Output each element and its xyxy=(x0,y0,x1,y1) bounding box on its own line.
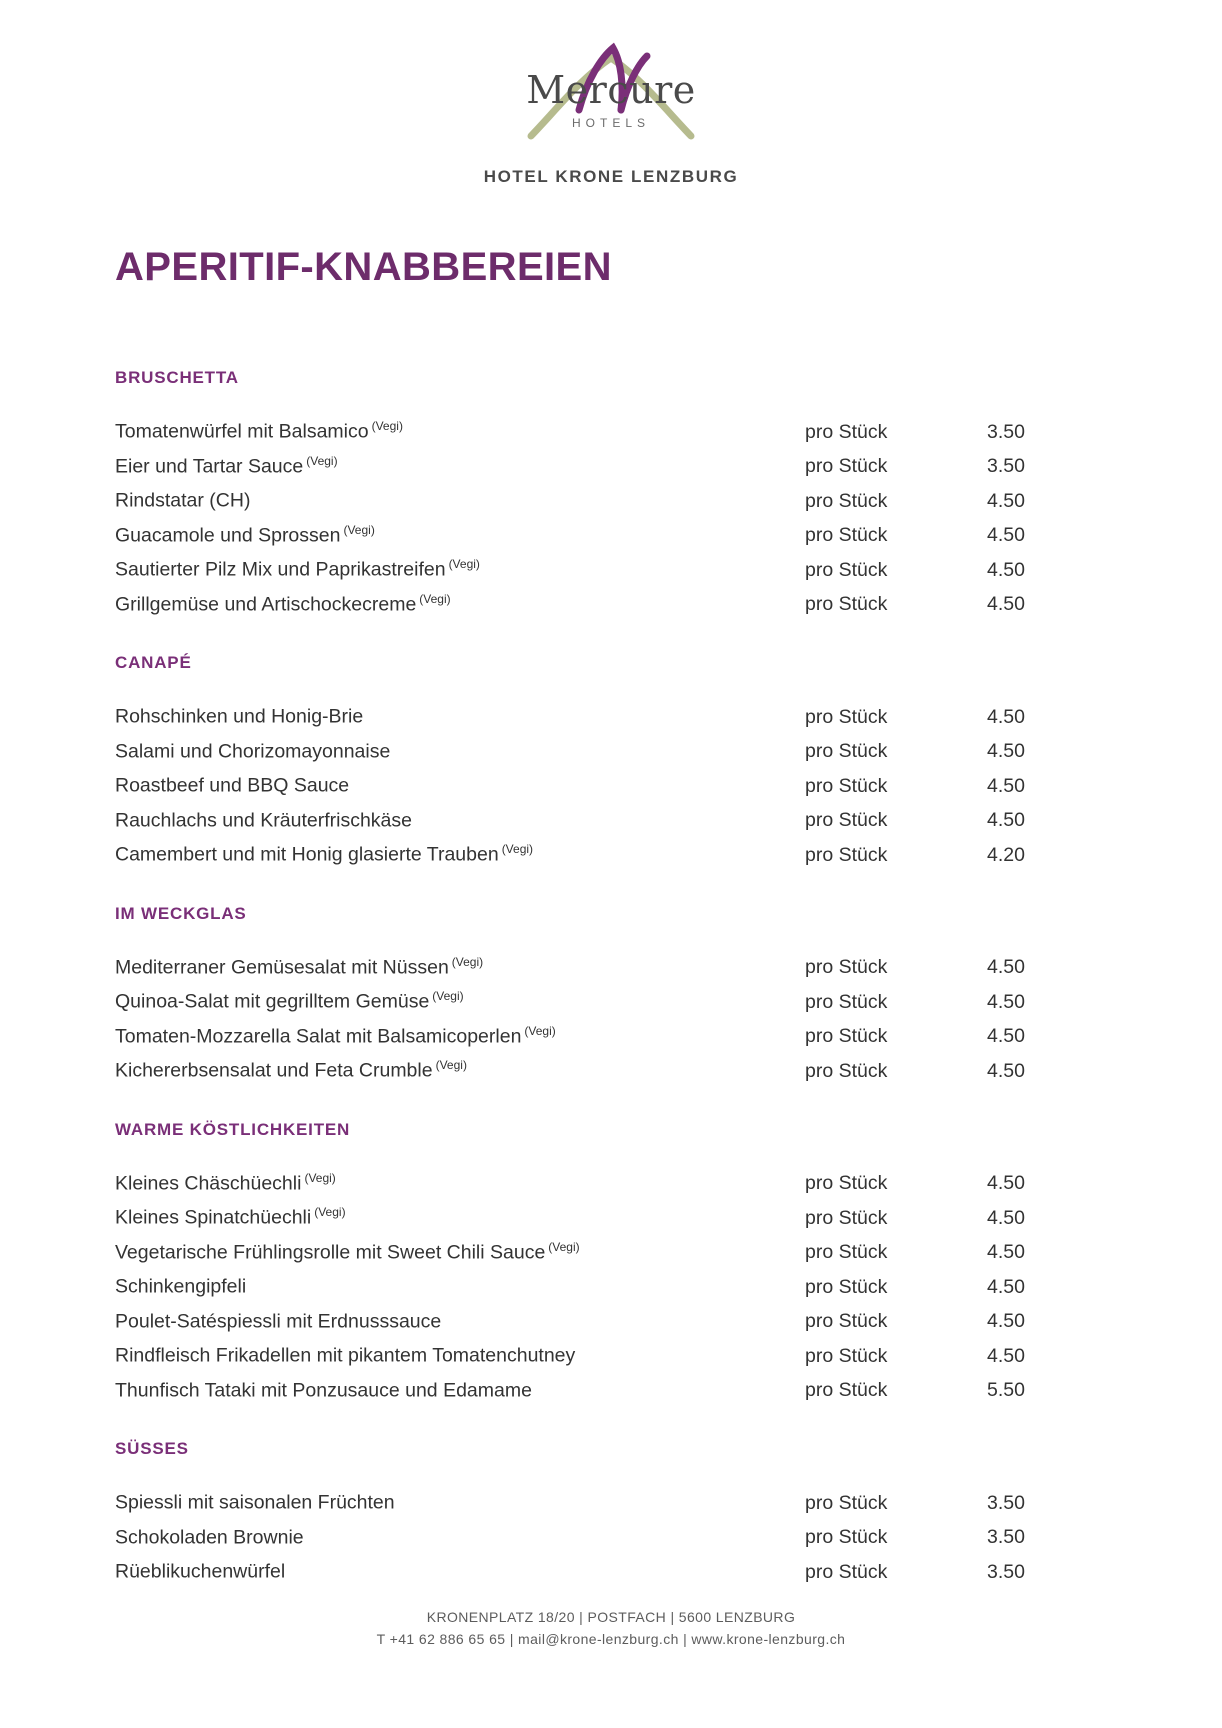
menu-item-row xyxy=(115,697,1107,732)
item-unit: pro Stück xyxy=(805,558,888,581)
vegi-marker: (Vegi) xyxy=(432,989,464,1003)
item-price: 4.50 xyxy=(987,558,1025,581)
item-price: 4.50 xyxy=(987,1310,1025,1332)
item-name: Schinkengipfeli xyxy=(115,1275,247,1298)
menu-item-row xyxy=(115,1233,1107,1268)
vegi-marker: (Vegi) xyxy=(435,1058,467,1072)
item-price: 3.50 xyxy=(987,455,1025,477)
item-name: Schokoladen Brownie xyxy=(115,1526,304,1548)
item-price: 4.50 xyxy=(987,705,1025,728)
item-price: 4.50 xyxy=(987,956,1025,978)
item-unit: pro Stück xyxy=(805,843,888,866)
menu-item-row xyxy=(115,766,1107,801)
section-title: WARME KÖSTLICHKEITEN xyxy=(115,1119,351,1139)
vegi-marker: (Vegi) xyxy=(451,954,484,969)
vegi-marker: (Vegi) xyxy=(419,591,451,606)
item-name: Kleines Chäschüechli $^{(Vegi)}$ xyxy=(115,1170,336,1194)
menu-item-row xyxy=(115,1302,1107,1337)
item-name: Spiessli mit saisonalen Früchten xyxy=(115,1491,395,1514)
menu-item-row xyxy=(115,1518,1107,1553)
vegi-marker: (Vegi) xyxy=(306,453,338,468)
item-unit: pro Stück xyxy=(805,1241,888,1263)
menu-item-row xyxy=(115,732,1107,767)
item-price: 4.50 xyxy=(987,524,1025,546)
item-unit: pro Stück xyxy=(805,1526,888,1548)
item-name: Quinoa-Salat mit gegrilltem Gemüse $^{(Vegi)}$ xyxy=(115,989,464,1013)
item-price: 4.20 xyxy=(987,843,1025,866)
item-name: Rauchlachs und Kräuterfrischkäse xyxy=(115,809,412,831)
item-unit: pro Stück xyxy=(805,1206,888,1229)
footer-contact: T +41 62 886 65 65 | mail@krone-lenzburg.ch | www.krone-lenzburg.ch xyxy=(376,1631,846,1647)
item-price: 4.50 xyxy=(987,489,1025,512)
item-unit: pro Stück xyxy=(805,1172,888,1194)
menu-item-row xyxy=(115,481,1107,516)
vegi-marker: (Vegi) xyxy=(304,1170,336,1185)
item-price: 4.50 xyxy=(987,809,1025,831)
item-name: Sautierter Pilz Mix und Paprikastreifen $^{(Vegi)}$ xyxy=(115,557,480,581)
item-unit: pro Stück xyxy=(805,956,888,978)
item-unit: pro Stück xyxy=(805,990,888,1013)
item-unit: pro Stück xyxy=(805,1025,888,1047)
mercure-subtitle: HOTELS xyxy=(571,116,650,130)
item-name: Guacamole und Sprossen $^{(Vegi)}$ xyxy=(115,522,375,546)
item-unit: pro Stück xyxy=(805,774,888,797)
vegi-marker: (Vegi) xyxy=(524,1023,556,1038)
menu-item-row xyxy=(115,1483,1107,1518)
item-name: Roastbeef und BBQ Sauce xyxy=(115,774,350,797)
item-price: 4.50 xyxy=(987,1275,1025,1298)
menu-item-row xyxy=(115,1051,1107,1086)
section-title: BRUSCHETTA xyxy=(115,368,239,387)
item-unit: pro Stück xyxy=(805,1491,888,1514)
item-name: Tomaten-Mozzarella Salat mit Balsamicoperlen $^{(Vegi)}$ xyxy=(115,1023,556,1047)
item-name: Tomatenwürfel mit Balsamico $^{(Vegi)}$ xyxy=(115,419,403,443)
menu-item-row xyxy=(115,982,1107,1017)
menu-item-row xyxy=(115,948,1107,983)
menu-item-row xyxy=(115,801,1107,836)
item-price: 4.50 xyxy=(987,740,1025,762)
menu-item-row xyxy=(115,516,1107,551)
menu-item-row xyxy=(115,1164,1107,1199)
vegi-marker: (Vegi) xyxy=(314,1205,346,1219)
item-unit: pro Stück xyxy=(805,489,888,512)
mercure-logo xyxy=(461,40,761,140)
menu-item-row xyxy=(115,585,1107,620)
brand-header xyxy=(0,0,1222,187)
item-name: Thunfisch Tataki mit Ponzusauce und Edamame xyxy=(115,1379,532,1401)
item-price: 4.50 xyxy=(987,774,1025,797)
item-price: 3.50 xyxy=(987,420,1025,443)
item-unit: pro Stück xyxy=(805,593,888,615)
item-price: 5.50 xyxy=(987,1379,1025,1401)
menu-item-row xyxy=(115,550,1107,585)
vegi-marker: (Vegi) xyxy=(371,419,403,433)
vegi-marker: (Vegi) xyxy=(548,1239,580,1254)
item-name: Camembert und mit Honig glasierte Trauben $^{(Vegi)}$ xyxy=(115,842,534,866)
item-name: Rohschinken und Honig-Brie xyxy=(115,705,364,728)
item-unit: pro Stück xyxy=(805,455,888,477)
item-name: Salami und Chorizomayonnaise xyxy=(115,740,391,762)
menu-section xyxy=(115,904,1107,1086)
item-name: Rindfleisch Frikadellen mit pikantem Tomatenchutney xyxy=(115,1344,576,1367)
menu-item-row xyxy=(115,1336,1107,1371)
item-price: 4.50 xyxy=(987,1206,1025,1229)
item-unit: pro Stück xyxy=(805,740,888,762)
hotel-name: HOTEL KRONE LENZBURG xyxy=(483,167,739,186)
item-price: 4.50 xyxy=(987,1241,1025,1263)
item-unit: pro Stück xyxy=(805,705,888,728)
menu-item-row xyxy=(115,1552,1107,1587)
item-price: 4.50 xyxy=(987,1172,1025,1194)
section-title: IM WECKGLAS xyxy=(115,903,247,923)
item-name: Vegetarische Frühlingsrolle mit Sweet Chili Sauce $^{(Vegi)}$ xyxy=(115,1239,580,1263)
menu-item-row xyxy=(115,1371,1107,1406)
menu-item-row xyxy=(115,1017,1107,1052)
item-name: Eier und Tartar Sauce $^{(Vegi)}$ xyxy=(115,453,338,477)
menu-section xyxy=(115,368,1107,619)
item-price: 4.50 xyxy=(987,1025,1025,1047)
footer-address: KRONENPLATZ 18/20 | POSTFACH | 5600 LENZBURG xyxy=(426,1609,796,1625)
item-price: 4.50 xyxy=(987,990,1025,1013)
item-price: 3.50 xyxy=(987,1491,1025,1514)
item-name: Rüeblikuchenwürfel xyxy=(115,1560,286,1583)
item-unit: pro Stück xyxy=(805,809,888,831)
vegi-marker: (Vegi) xyxy=(501,842,534,856)
item-name: Grillgemüse und Artischockecreme $^{(Vegi)}$ xyxy=(115,591,451,615)
menu-item-row xyxy=(115,412,1107,447)
item-price: 4.50 xyxy=(987,593,1025,615)
menu-section xyxy=(115,1120,1107,1406)
item-unit: pro Stück xyxy=(805,1344,888,1367)
menu-section xyxy=(115,1439,1107,1587)
item-unit: pro Stück xyxy=(805,1059,888,1082)
item-name: Kleines Spinatchüechli $^{(Vegi)}$ xyxy=(115,1205,346,1229)
page-title: APERITIF-KNABBEREIEN xyxy=(115,245,612,289)
item-price: 4.50 xyxy=(987,1059,1025,1082)
section-title: SÜSSES xyxy=(115,1439,189,1458)
menu-item-row xyxy=(115,1267,1107,1302)
item-name: Kichererbsensalat und Feta Crumble $^{(Vegi)}$ xyxy=(115,1058,467,1082)
item-price: 3.50 xyxy=(987,1526,1025,1548)
item-unit: pro Stück xyxy=(805,524,888,546)
menu-section xyxy=(115,653,1107,870)
item-unit: pro Stück xyxy=(805,420,888,443)
item-name: Rindstatar (CH) xyxy=(115,489,251,512)
item-unit: pro Stück xyxy=(805,1275,888,1298)
vegi-marker: (Vegi) xyxy=(448,557,480,571)
page-footer xyxy=(0,1606,1222,1650)
item-unit: pro Stück xyxy=(805,1310,888,1332)
menu-item-row xyxy=(115,1198,1107,1233)
item-price: 3.50 xyxy=(987,1560,1025,1583)
item-name: Mediterraner Gemüsesalat mit Nüssen $^{(Vegi)}$ xyxy=(115,954,484,978)
item-unit: pro Stück xyxy=(805,1379,888,1401)
menu-item-row xyxy=(115,447,1107,482)
item-name: Poulet-Satéspiessli mit Erdnusssauce xyxy=(115,1310,442,1332)
vegi-marker: (Vegi) xyxy=(343,522,375,537)
item-unit: pro Stück xyxy=(805,1560,888,1583)
mercure-wordmark: Mercure xyxy=(526,68,696,112)
menu-item-row xyxy=(115,835,1107,870)
item-price: 4.50 xyxy=(987,1344,1025,1367)
section-title: CANAPÉ xyxy=(115,653,192,672)
menu-sections xyxy=(0,368,1222,1587)
